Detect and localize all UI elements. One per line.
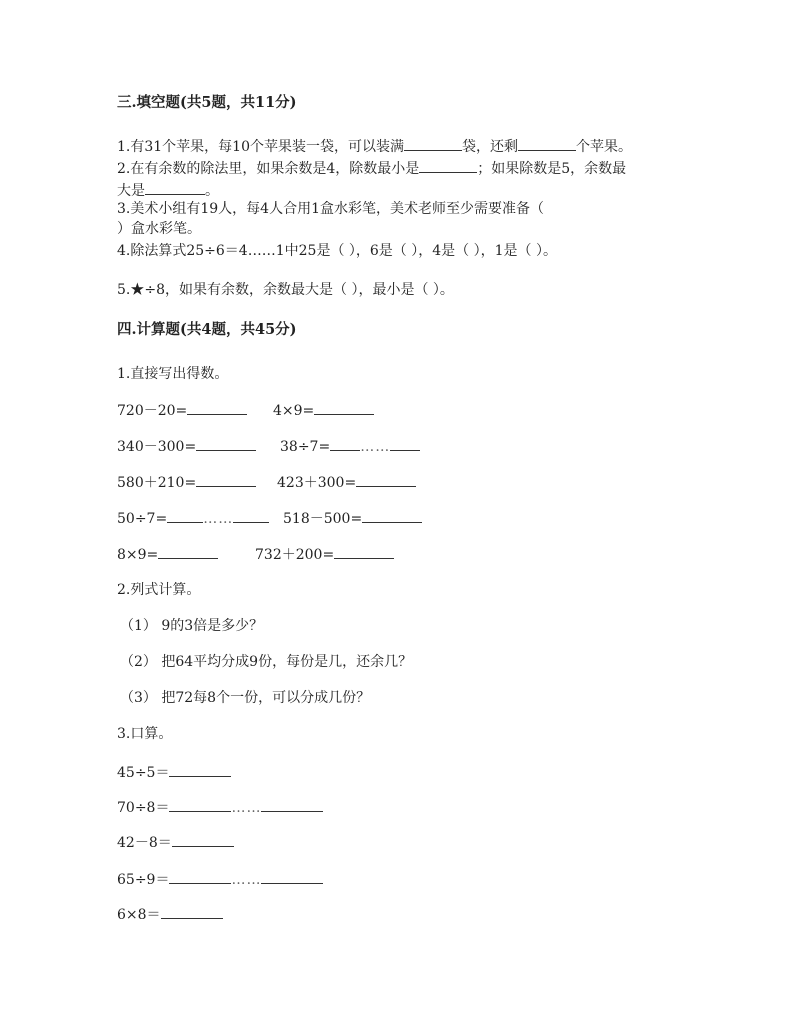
answer-blank[interactable] (187, 400, 247, 415)
remainder-dots: …… (360, 439, 391, 455)
oral-calc-3 (117, 832, 234, 853)
q2-blank-1[interactable] (419, 158, 477, 173)
q1-text-a: 1.有31个苹果，每10个苹果装一袋，可以装满 (117, 139, 404, 155)
calc-expr: 340－300= (117, 439, 197, 455)
part-1-heading: 1.直接写出得数。 (117, 366, 229, 382)
calc-row-5-left (117, 544, 218, 565)
question-3-5: 5.★÷8，如果有余数，余数最大是（ ），最小是（ ）。 (117, 282, 454, 298)
calc-expr: 6×8＝ (117, 907, 161, 923)
oral-calc-4 (117, 869, 323, 890)
remainder-blank[interactable] (233, 508, 269, 523)
answer-blank[interactable] (172, 832, 234, 847)
answer-blank[interactable] (314, 400, 374, 415)
calc-row-4-right (283, 508, 422, 529)
answer-blank[interactable] (196, 436, 256, 451)
word-problem-1: （1） 9的3倍是多少？ (120, 618, 264, 634)
quotient-blank[interactable] (330, 436, 360, 451)
answer-blank[interactable] (356, 472, 416, 487)
calc-expr: 423＋300= (277, 475, 357, 491)
calc-row-1-left (117, 400, 247, 421)
q2-text-a: 2.在有余数的除法里，如果余数是4，除数最小是 (117, 161, 420, 177)
question-3-3-line-1: 3.美术小组有19人，每4人合用1盒水彩笔，美术老师至少需要准备（ (117, 201, 544, 217)
q2-text-c: 大是 (117, 183, 145, 199)
remainder-blank[interactable] (261, 869, 323, 884)
calc-expr: 580＋210= (117, 475, 197, 491)
q2-text-d: 。 (205, 183, 219, 199)
question-3-4: 4.除法算式25÷6＝4……1中25是（ ），6是（ ），4是（ ），1是（ ）。 (117, 243, 557, 259)
oral-calc-2 (117, 797, 323, 818)
section-3-title: 三.填空题(共5题，共11分) (117, 94, 297, 111)
q1-blank-1[interactable] (404, 136, 462, 151)
answer-blank[interactable] (334, 544, 394, 559)
calc-expr: 518－500= (283, 511, 363, 527)
part-2-heading: 2.列式计算。 (117, 582, 201, 598)
remainder-dots: …… (231, 800, 262, 816)
part-3-heading: 3.口算。 (117, 726, 173, 742)
calc-expr: 732＋200= (255, 547, 335, 563)
calc-expr: 42－8＝ (117, 835, 172, 851)
calc-row-5-right (255, 544, 394, 565)
quotient-blank[interactable] (169, 797, 231, 812)
calc-expr: 8×9= (117, 547, 159, 563)
calc-row-1-right (273, 400, 374, 421)
remainder-blank[interactable] (261, 797, 323, 812)
calc-row-2-right (280, 436, 420, 457)
calc-expr: 38÷7= (280, 439, 331, 455)
section-4-title: 四.计算题(共4题，共45分) (117, 321, 297, 338)
answer-blank[interactable] (196, 472, 256, 487)
remainder-dots: …… (203, 511, 234, 527)
calc-expr: 4×9= (273, 403, 315, 419)
answer-blank[interactable] (169, 762, 231, 777)
calc-row-3-left (117, 472, 256, 493)
q1-blank-2[interactable] (518, 136, 576, 151)
remainder-blank[interactable] (390, 436, 420, 451)
oral-calc-1 (117, 762, 231, 783)
calc-row-4-left (117, 508, 269, 529)
calc-row-3-right (277, 472, 416, 493)
q2-text-b: ；如果除数是5，余数最 (477, 161, 627, 177)
calc-expr: 50÷7= (117, 511, 168, 527)
q2-blank-2[interactable] (145, 180, 205, 195)
quotient-blank[interactable] (169, 869, 231, 884)
answer-blank[interactable] (161, 904, 223, 919)
quotient-blank[interactable] (167, 508, 203, 523)
answer-blank[interactable] (362, 508, 422, 523)
calc-expr: 65÷9＝ (117, 872, 170, 888)
word-problem-2: （2） 把64平均分成9份，每份是几，还余几？ (120, 654, 413, 670)
question-3-3-line-2: ）盒水彩笔。 (117, 221, 201, 237)
remainder-dots: …… (231, 872, 262, 888)
q1-text-c: 个苹果。 (576, 139, 632, 155)
calc-expr: 720－20= (117, 403, 188, 419)
calc-expr: 45÷5＝ (117, 765, 170, 781)
oral-calc-5 (117, 904, 223, 925)
calc-expr: 70÷8＝ (117, 800, 170, 816)
calc-row-2-left (117, 436, 256, 457)
question-3-1 (117, 136, 632, 157)
answer-blank[interactable] (158, 544, 218, 559)
question-3-2-line-2 (117, 180, 219, 201)
question-3-2-line-1 (117, 158, 626, 179)
q1-text-b: 袋，还剩 (462, 139, 518, 155)
word-problem-3: （3） 把72每8个一份，可以分成几份？ (120, 690, 371, 706)
